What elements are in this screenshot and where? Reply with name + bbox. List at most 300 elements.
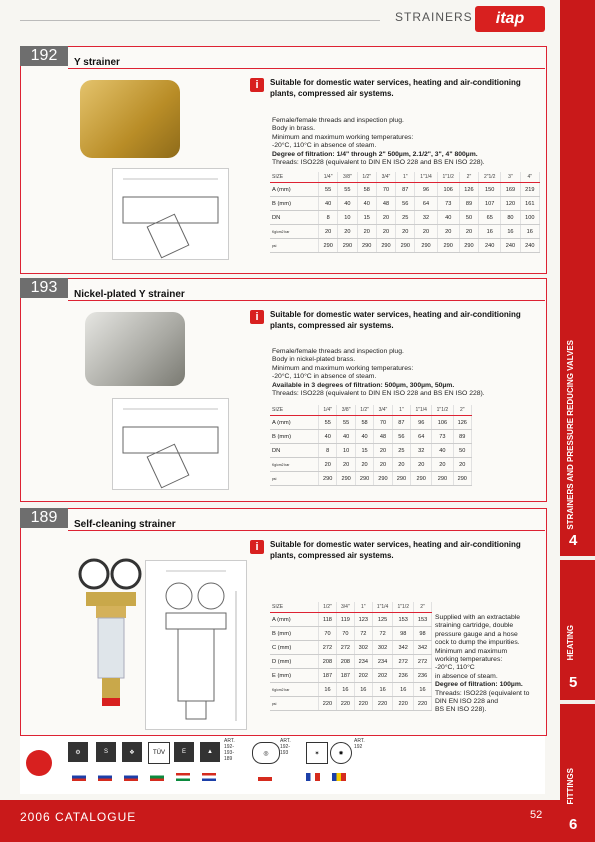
- table-cell: 290: [376, 239, 395, 253]
- side-tab-fittings-number[interactable]: 6: [569, 816, 578, 833]
- table-cell: 20: [319, 225, 338, 239]
- row-label: Kg/cm2 bar: [270, 683, 319, 697]
- table-cell: 220: [319, 697, 337, 711]
- table-cell: 1"1/2: [432, 405, 453, 416]
- table-cell: 58: [357, 183, 376, 197]
- table-cell: 125: [372, 613, 393, 627]
- table-row: [270, 197, 540, 211]
- table-cell: 290: [392, 472, 410, 486]
- table-cell: 55: [338, 183, 357, 197]
- table-cell: 1/2": [355, 405, 373, 416]
- side-tab-strainers-number[interactable]: 4: [569, 532, 578, 549]
- side-tab-fittings-label[interactable]: FITTINGS: [566, 768, 575, 805]
- self-cleaning-strainer-photo: [76, 556, 146, 726]
- self-cleaning-strainer-photo-svg: [76, 556, 146, 726]
- table-cell: 1/4": [319, 405, 337, 416]
- page-number: 52: [530, 809, 543, 821]
- table-cell: 220: [414, 697, 432, 711]
- table-row: [270, 641, 432, 655]
- table-cell: 302: [372, 641, 393, 655]
- info-icon: i: [250, 540, 264, 554]
- art-line: ART.: [280, 738, 291, 744]
- table-cell: 220: [354, 697, 372, 711]
- table-cell: 106: [437, 183, 459, 197]
- certification-mark-icon: ✶: [306, 742, 328, 764]
- row-label: A (mm): [270, 416, 319, 430]
- section-192-usage: Suitable for domestic water services, heating and air-conditioning plants, compressed air systems.: [270, 78, 521, 98]
- side-tab-separator: [560, 556, 595, 560]
- header-title: STRAINERS: [395, 10, 473, 24]
- table-cell: 106: [432, 416, 453, 430]
- table-cell: 290: [357, 239, 376, 253]
- threads-text: Threads: ISO228 (equivalent to DIN EN ISO 228 and BS EN ISO 228).: [272, 390, 485, 398]
- filtration-text: Degree of filtration: 1/4" through 2" 500µm, 2.1/2", 3", 4" 800µm.: [272, 150, 478, 158]
- flag-poland-icon: [258, 773, 272, 781]
- threads-text: Threads: ISO228 (equivalent to DIN EN ISO 228 and BS EN ISO 228).: [272, 159, 485, 167]
- table-cell: 220: [336, 697, 354, 711]
- table-cell: 208: [319, 655, 337, 669]
- tuv-icon: TÜV: [148, 742, 170, 764]
- table-cell: 153: [393, 613, 414, 627]
- section-193-table: [270, 405, 472, 486]
- table-row: [270, 655, 432, 669]
- y-strainer-drawing: [112, 168, 229, 260]
- table-row: [270, 183, 540, 197]
- threads-text: DIN EN ISO 228 and: [435, 698, 499, 706]
- table-cell: SIZE: [270, 602, 319, 613]
- self-cleaning-strainer-drawing: [145, 560, 247, 730]
- row-label: E (mm): [270, 669, 319, 683]
- table-cell: 208: [336, 655, 354, 669]
- table-row: [270, 697, 432, 711]
- art-label-group3: [354, 738, 365, 750]
- table-cell: 240: [479, 239, 501, 253]
- nickel-strainer-drawing-svg: [113, 399, 228, 489]
- table-cell: 1/2": [319, 602, 337, 613]
- table-cell: 1"1/2: [393, 602, 414, 613]
- row-label: A (mm): [270, 183, 319, 197]
- art-line: ART.: [354, 738, 365, 744]
- table-cell: 3/8": [338, 172, 357, 183]
- certification-mark-icon: S: [96, 742, 116, 762]
- desc-line: cock to dump the impurities.: [435, 639, 520, 647]
- table-cell: 342: [393, 641, 414, 655]
- table-cell: 15: [355, 444, 373, 458]
- table-cell: 126: [459, 183, 478, 197]
- table-cell: 20: [376, 211, 395, 225]
- self-cleaning-strainer-drawing-svg: [146, 561, 246, 729]
- table-cell: SIZE: [270, 172, 319, 183]
- table-cell: 2": [414, 602, 432, 613]
- table-cell: 2": [453, 405, 471, 416]
- row-label: C (mm): [270, 641, 319, 655]
- table-cell: 20: [319, 458, 337, 472]
- table-cell: 56: [392, 430, 410, 444]
- table-cell: 20: [374, 444, 392, 458]
- table-cell: SIZE: [270, 405, 319, 416]
- nickel-strainer-photo: [85, 312, 185, 386]
- table-cell: 20: [432, 458, 453, 472]
- threads-text: BS EN ISO 228).: [435, 706, 487, 714]
- table-cell: 290: [374, 472, 392, 486]
- flag-france-icon: [306, 773, 320, 781]
- table-cell: 272: [319, 641, 337, 655]
- table-cell: 32: [415, 211, 437, 225]
- flag-russia-icon: [72, 773, 86, 781]
- section-189-title: Self-cleaning strainer: [74, 519, 176, 530]
- table-cell: 55: [337, 416, 355, 430]
- table-cell: 20: [437, 225, 459, 239]
- table-cell: 8: [319, 444, 337, 458]
- table-header-row: [270, 405, 472, 416]
- flag-slovakia-icon: [98, 773, 112, 781]
- certification-mark-icon: E: [174, 742, 194, 762]
- table-cell: 58: [355, 416, 373, 430]
- section-189-rule: [68, 530, 545, 531]
- table-cell: 100: [520, 211, 539, 225]
- table-cell: 187: [319, 669, 337, 683]
- section-189-usage: Suitable for domestic water services, heating and air-conditioning plants, compressed air systems.: [270, 540, 521, 560]
- desc-line: Body in brass.: [272, 125, 316, 133]
- table-cell: 342: [414, 641, 432, 655]
- row-label: Kg/cm2 bar: [270, 458, 319, 472]
- table-cell: 48: [376, 197, 395, 211]
- table-cell: 15: [357, 211, 376, 225]
- table-cell: 234: [354, 655, 372, 669]
- table-cell: 272: [336, 641, 354, 655]
- table-cell: 72: [354, 627, 372, 641]
- desc-line: Minimum and maximum working temperatures:: [272, 364, 414, 372]
- table-cell: 220: [393, 697, 414, 711]
- y-strainer-photo: [80, 80, 180, 158]
- table-cell: 96: [411, 416, 432, 430]
- section-193-rule: [68, 300, 545, 301]
- section-193-code: 193: [20, 278, 68, 298]
- table-row: [270, 416, 472, 430]
- table-cell: 48: [374, 430, 392, 444]
- table-cell: 161: [520, 197, 539, 211]
- table-cell: 20: [392, 458, 410, 472]
- table-cell: 20: [453, 458, 471, 472]
- table-cell: 20: [337, 458, 355, 472]
- table-cell: 290: [437, 239, 459, 253]
- table-cell: 1": [392, 405, 410, 416]
- table-cell: 290: [337, 472, 355, 486]
- table-cell: 87: [396, 183, 415, 197]
- table-cell: 234: [372, 655, 393, 669]
- table-cell: 126: [453, 416, 471, 430]
- table-header-row: [270, 172, 540, 183]
- row-label: B (mm): [270, 627, 319, 641]
- table-cell: 290: [459, 239, 478, 253]
- table-cell: 73: [437, 197, 459, 211]
- table-row: [270, 239, 540, 253]
- flag-croatia-icon: [202, 773, 216, 781]
- table-cell: 290: [319, 239, 338, 253]
- table-cell: 290: [396, 239, 415, 253]
- certification-mark-icon: ▲: [200, 742, 220, 762]
- row-label: B (mm): [270, 430, 319, 444]
- table-row: [270, 472, 472, 486]
- table-cell: 70: [336, 627, 354, 641]
- threads-text: Threads: ISO228 (equivalent to: [435, 689, 530, 697]
- section-192-description: [272, 117, 542, 167]
- table-cell: 20: [411, 458, 432, 472]
- table-cell: 120: [501, 197, 520, 211]
- row-label: DN: [270, 444, 319, 458]
- table-cell: 1/2": [357, 172, 376, 183]
- desc-line: -20°C, 110°C: [435, 664, 475, 672]
- side-tab-heating-number[interactable]: 5: [569, 674, 578, 691]
- section-192-rule: [68, 68, 545, 69]
- certification-mark-icon: ⚙: [68, 742, 88, 762]
- table-cell: 169: [501, 183, 520, 197]
- filtration-text: Available in 3 degrees of filtration: 500µm, 300µm, 50µm.: [272, 381, 455, 389]
- table-cell: 40: [357, 197, 376, 211]
- table-cell: 89: [459, 197, 478, 211]
- art-line: 193-: [224, 750, 235, 756]
- certification-mark-icon: ❖: [122, 742, 142, 762]
- desc-line: Supplied with an extractable: [435, 614, 521, 621]
- table-cell: 16: [479, 225, 501, 239]
- side-tab-strainers-label[interactable]: STRAINERS AND PRESSURE REDUCING VALVES: [566, 340, 575, 530]
- table-cell: 16: [501, 225, 520, 239]
- table-cell: 16: [336, 683, 354, 697]
- table-cell: 1"1/2: [437, 172, 459, 183]
- table-cell: 3/4": [374, 405, 392, 416]
- art-line: 192: [354, 744, 363, 750]
- table-row: [270, 613, 432, 627]
- table-cell: 2": [459, 172, 478, 183]
- table-cell: 20: [396, 225, 415, 239]
- desc-line: working temperatures:: [435, 656, 503, 664]
- table-cell: 40: [337, 430, 355, 444]
- table-cell: 153: [414, 613, 432, 627]
- row-label: D (mm): [270, 655, 319, 669]
- desc-line: straining cartridge, double: [435, 622, 514, 630]
- flag-romania-icon: [332, 773, 346, 781]
- certification-mark-icon: ✸: [330, 742, 352, 764]
- table-cell: 20: [355, 458, 373, 472]
- table-cell: 3": [501, 172, 520, 183]
- art-line: 193: [280, 750, 289, 756]
- table-cell: 16: [520, 225, 539, 239]
- table-cell: 219: [520, 183, 539, 197]
- flag-bulgaria-icon: [150, 773, 164, 781]
- table-cell: 290: [319, 472, 337, 486]
- table-cell: 80: [501, 211, 520, 225]
- brand-logo: itap: [475, 6, 545, 32]
- table-cell: 25: [392, 444, 410, 458]
- table-cell: 98: [414, 627, 432, 641]
- art-line: 192-: [224, 744, 235, 750]
- table-cell: 16: [372, 683, 393, 697]
- table-cell: 32: [411, 444, 432, 458]
- table-row: [270, 444, 472, 458]
- section-192-table: [270, 172, 540, 253]
- table-cell: 16: [354, 683, 372, 697]
- table-cell: 25: [396, 211, 415, 225]
- table-cell: 10: [338, 211, 357, 225]
- table-cell: 40: [319, 430, 337, 444]
- desc-line: in absence of steam.: [435, 672, 498, 680]
- row-label: psi: [270, 697, 319, 711]
- table-cell: 187: [336, 669, 354, 683]
- table-cell: 236: [393, 669, 414, 683]
- table-cell: 20: [374, 458, 392, 472]
- table-cell: 20: [376, 225, 395, 239]
- section-189-table: [270, 602, 432, 711]
- table-cell: 1": [396, 172, 415, 183]
- table-row: [270, 669, 432, 683]
- art-label-group2: [280, 738, 291, 756]
- row-label: Kg/cm2 bar: [270, 225, 319, 239]
- desc-line: -20°C, 110°C in absence of steam.: [272, 373, 377, 381]
- table-cell: 40: [355, 430, 373, 444]
- desc-line: Minimum and maximum: [435, 647, 508, 655]
- table-cell: 73: [432, 430, 453, 444]
- table-cell: 290: [415, 239, 437, 253]
- table-cell: 96: [415, 183, 437, 197]
- quality-seal-icon: [26, 750, 52, 776]
- table-cell: 8: [319, 211, 338, 225]
- table-cell: 236: [414, 669, 432, 683]
- side-tab-separator: [560, 700, 595, 704]
- desc-line: Female/female threads and inspection plug.: [272, 117, 404, 124]
- desc-line: Body in nickel-plated brass.: [272, 356, 356, 364]
- table-cell: 70: [319, 627, 337, 641]
- table-cell: 118: [319, 613, 337, 627]
- table-cell: 119: [336, 613, 354, 627]
- row-label: psi: [270, 472, 319, 486]
- flag-slovenia-icon: [124, 773, 138, 781]
- table-cell: 240: [520, 239, 539, 253]
- table-cell: 70: [376, 183, 395, 197]
- info-icon: i: [250, 78, 264, 92]
- table-cell: 240: [501, 239, 520, 253]
- table-cell: 40: [437, 211, 459, 225]
- table-cell: 20: [338, 225, 357, 239]
- table-row: [270, 458, 472, 472]
- y-strainer-drawing-svg: [113, 169, 228, 259]
- table-cell: 55: [319, 183, 338, 197]
- table-cell: 272: [414, 655, 432, 669]
- table-cell: 1"1/4: [415, 172, 437, 183]
- table-row: [270, 430, 472, 444]
- table-cell: 56: [396, 197, 415, 211]
- row-label: A (mm): [270, 613, 319, 627]
- table-cell: 70: [374, 416, 392, 430]
- row-label: DN: [270, 211, 319, 225]
- table-cell: 40: [319, 197, 338, 211]
- info-icon: i: [250, 310, 264, 324]
- table-cell: 20: [415, 225, 437, 239]
- table-cell: 40: [432, 444, 453, 458]
- table-cell: 220: [372, 697, 393, 711]
- section-192-title: Y strainer: [74, 57, 120, 68]
- section-192-code: 192: [20, 46, 68, 66]
- table-cell: 290: [432, 472, 453, 486]
- nickel-strainer-drawing: [112, 398, 229, 490]
- row-label: psi: [270, 239, 319, 253]
- table-cell: 1/4": [319, 172, 338, 183]
- footer-catalogue: 2006 CATALOGUE: [20, 810, 137, 824]
- header-rule: [20, 20, 380, 21]
- table-cell: 2"1/2: [479, 172, 501, 183]
- section-193-usage: Suitable for domestic water services, heating and air-conditioning plants, compressed air systems.: [270, 310, 521, 330]
- section-193-description: [272, 348, 542, 398]
- table-cell: 107: [479, 197, 501, 211]
- table-cell: 87: [392, 416, 410, 430]
- table-cell: 1"1/4: [372, 602, 393, 613]
- desc-line: Minimum and maximum working temperatures:: [272, 133, 414, 141]
- table-cell: 20: [357, 225, 376, 239]
- table-cell: 4": [520, 172, 539, 183]
- art-line: 189: [224, 756, 233, 762]
- table-cell: 123: [354, 613, 372, 627]
- art-line: 192-: [280, 744, 291, 750]
- table-cell: 16: [319, 683, 337, 697]
- table-cell: 1": [354, 602, 372, 613]
- table-cell: 98: [393, 627, 414, 641]
- art-label-group1: [224, 738, 235, 762]
- table-cell: 290: [338, 239, 357, 253]
- table-cell: 302: [354, 641, 372, 655]
- table-cell: 72: [372, 627, 393, 641]
- table-cell: 64: [415, 197, 437, 211]
- section-189-description: [435, 614, 543, 715]
- table-row: [270, 211, 540, 225]
- table-cell: 290: [411, 472, 432, 486]
- table-cell: 10: [337, 444, 355, 458]
- table-cell: 202: [372, 669, 393, 683]
- certification-mark-icon: ◎: [252, 742, 280, 764]
- table-cell: 16: [393, 683, 414, 697]
- filtration-text: Degree of filtration: 100µm.: [435, 681, 523, 689]
- table-cell: 65: [479, 211, 501, 225]
- table-cell: 89: [453, 430, 471, 444]
- flag-hungary-icon: [176, 773, 190, 781]
- desc-line: Female/female threads and inspection plug.: [272, 348, 404, 355]
- table-row: [270, 627, 432, 641]
- table-cell: 150: [479, 183, 501, 197]
- table-cell: 40: [338, 197, 357, 211]
- table-cell: 290: [355, 472, 373, 486]
- table-cell: 50: [453, 444, 471, 458]
- table-cell: 50: [459, 211, 478, 225]
- table-cell: 3/4": [336, 602, 354, 613]
- side-tab-heating-label[interactable]: HEATING: [566, 625, 575, 661]
- table-cell: 20: [459, 225, 478, 239]
- table-cell: 1"1/4: [411, 405, 432, 416]
- table-cell: 3/4": [376, 172, 395, 183]
- table-header-row: [270, 602, 432, 613]
- section-189-code: 189: [20, 508, 68, 528]
- table-cell: 272: [393, 655, 414, 669]
- table-cell: 55: [319, 416, 337, 430]
- section-193-title: Nickel-plated Y strainer: [74, 289, 185, 300]
- desc-line: -20°C, 110°C in absence of steam.: [272, 142, 377, 150]
- table-cell: 16: [414, 683, 432, 697]
- row-label: B (mm): [270, 197, 319, 211]
- table-row: [270, 225, 540, 239]
- table-cell: 290: [453, 472, 471, 486]
- table-cell: 64: [411, 430, 432, 444]
- desc-line: pressure gauge and a hose: [435, 630, 518, 638]
- table-cell: 202: [354, 669, 372, 683]
- table-row: [270, 683, 432, 697]
- table-cell: 3/8": [337, 405, 355, 416]
